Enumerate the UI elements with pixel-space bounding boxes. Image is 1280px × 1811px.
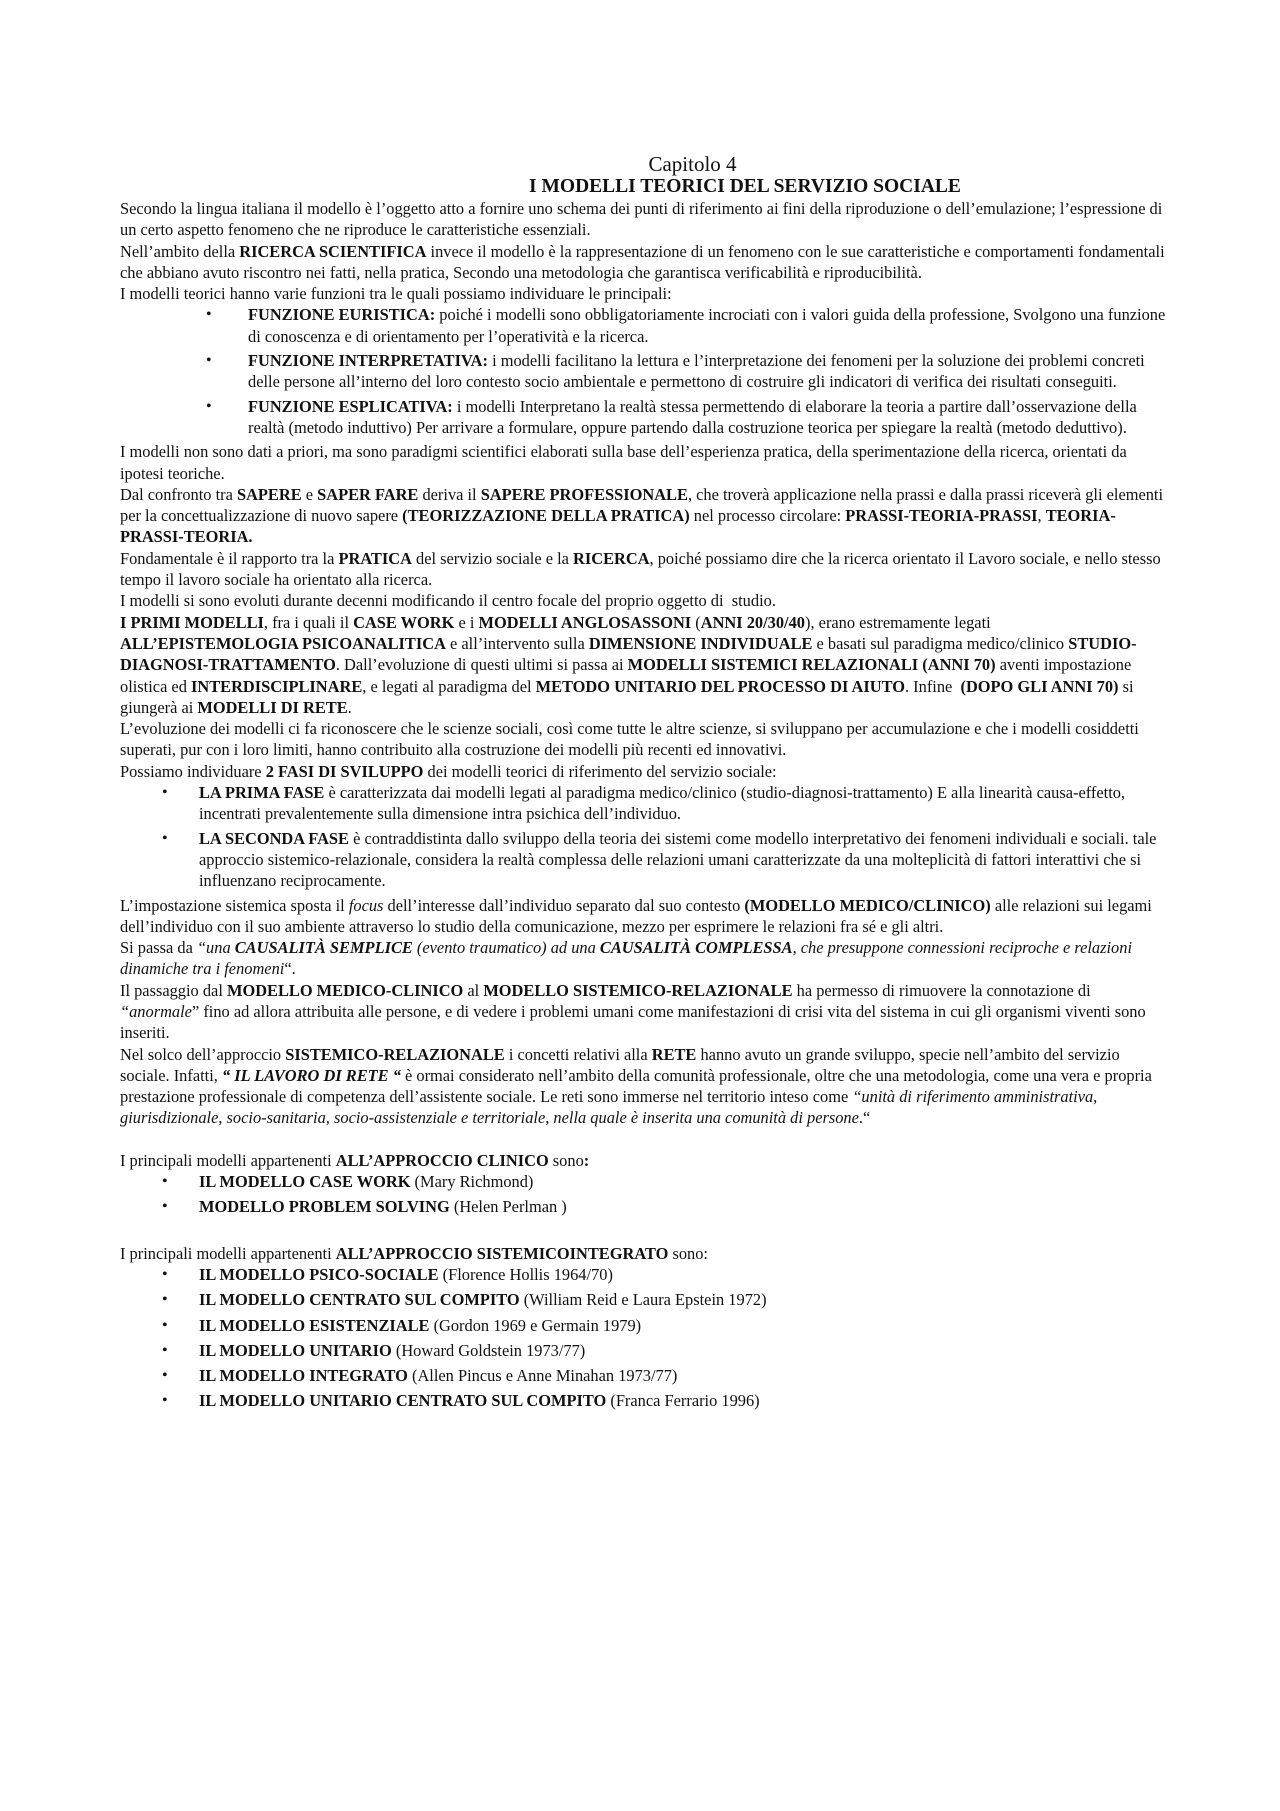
list-item-text: LA SECONDA FASE è contraddistinta dallo sviluppo della teoria dei sistemi come modello interpretativo dei fenomeni individuali e sociali. tale approccio sistemico-relazionale, considera la realtà complessa delle relazioni umani caratterizzate da una molteplicità di fattori interattivi che si influenzano reciprocamente. bbox=[199, 828, 1157, 891]
list-item bbox=[120, 828, 1170, 892]
list-item bbox=[120, 350, 1170, 393]
spacer bbox=[120, 1222, 1170, 1243]
bullet-icon: • bbox=[162, 784, 168, 802]
list-item bbox=[120, 1315, 1170, 1336]
clinical-intro: I principali modelli appartenenti ALL’APPROCCIO CLINICO sono: bbox=[120, 1150, 590, 1170]
bullet-icon: • bbox=[162, 1367, 168, 1385]
list-item-text: FUNZIONE ESPLICATIVA: i modelli Interpretano la realtà stessa permettendo di elaborare la teoria a partire dall’osservazione della realtà (metodo induttivo) Per arrivare a formulare, oppure partendo dalla costruzione teorica per spiegare la realtà (metodo deduttivo). bbox=[248, 396, 1137, 437]
list-item-text: IL MODELLO INTEGRATO (Allen Pincus e Anne Minahan 1973/77) bbox=[199, 1366, 678, 1386]
list-item-text: IL MODELLO CASE WORK (Mary Richmond) bbox=[199, 1172, 534, 1192]
list-item-text: IL MODELLO UNITARIO (Howard Goldstein 1973/77) bbox=[199, 1340, 586, 1360]
list-item-text: IL MODELLO CENTRATO SUL COMPITO (William Reid e Laura Epstein 1972) bbox=[199, 1290, 767, 1310]
phases-list bbox=[120, 782, 1170, 891]
paragraph: Dal confronto tra SAPERE e SAPER FARE deriva il SAPERE PROFESSIONALE, che troverà applicazione nella prassi e dalla prassi riceverà gli elementi per la concettualizzazione di nuovo sapere (TEORIZZAZIONE DELLA PRATICA) nel processo circolare: PRASSI-TEORIA-PRASSI, TEORIA-PRASSI-TEORIA. bbox=[120, 484, 1164, 547]
list-item bbox=[120, 1390, 1170, 1411]
list-item-text: LA PRIMA FASE è caratterizzata dai modelli legati al paradigma medico/clinico (studio-diagnosi-trattamento) E alla linearità causa-effetto, incentrati prevalentemente sulla dimensione intra psichica dell’individuo. bbox=[199, 783, 1126, 824]
clinical-models-list bbox=[120, 1171, 1170, 1218]
paragraph: Il passaggio dal MODELLO MEDICO-CLINICO al MODELLO SISTEMICO-RELAZIONALE ha permesso di rimuovere la connotazione di “anormale” fino ad allora attribuita alle persone, e di vedere i problemi umani come manifestazioni di crisi vita del sistema in cui gli organismi viventi sono inseriti. bbox=[120, 980, 1146, 1043]
list-item-text: MODELLO PROBLEM SOLVING (Helen Perlman ) bbox=[199, 1197, 567, 1217]
list-item-text: IL MODELLO PSICO-SOCIALE (Florence Hollis 1964/70) bbox=[199, 1264, 613, 1284]
paragraph: I modelli teorici hanno varie funzioni tra le quali possiamo individuare le principali: bbox=[120, 284, 672, 304]
list-item bbox=[120, 782, 1170, 825]
paragraph: Secondo la lingua italiana il modello è l’oggetto atto a fornire uno schema dei punti di riferimento ai fini della riproduzione o dell’emulazione; l’espressione di un certo aspetto fenomeno che ne riproduce le caratteristiche essenziali. bbox=[120, 199, 1163, 240]
bullet-icon: • bbox=[162, 829, 168, 847]
paragraph: I PRIMI MODELLI, fra i quali il CASE WORK e i MODELLI ANGLOSASSONI (ANNI 20/30/40), erano estremamente legati ALL’EPISTEMOLOGIA PSICOANALITICA e all’intervento sulla DIMENSIONE INDIVIDUALE e basati sul paradigma medico/clinico STUDIO-DIAGNOSI-TRATTAMENTO. Dall’evoluzione di questi ultimi si passa ai MODELLI SISTEMICI RELAZIONALI (ANNI 70) aventi impostazione olistica ed INTERDISCIPLINARE, e legati al paradigma del METODO UNITARIO DEL PROCESSO DI AIUTO. Infine (DOPO GLI ANNI 70) si giungerà ai MODELLI DI RETE. bbox=[120, 612, 1137, 717]
spacer bbox=[120, 1129, 1170, 1150]
functions-list bbox=[120, 304, 1170, 438]
paragraph: Nell’ambito della RICERCA SCIENTIFICA invece il modello è la rappresentazione di un fenomeno con le sue caratteristiche e comportamenti fondamentali che abbiano avuto riscontro nei fatti, nella pratica, Secondo una metodologia che garantisca verificabilità e riproducibilità. bbox=[120, 241, 1165, 282]
document-page bbox=[120, 152, 1170, 1416]
bullet-icon: • bbox=[162, 1265, 168, 1283]
list-item-text: IL MODELLO UNITARIO CENTRATO SUL COMPITO (Franca Ferrario 1996) bbox=[199, 1391, 760, 1411]
paragraph: Si passa da “una CAUSALITÀ SEMPLICE (evento traumatico) ad una CAUSALITÀ COMPLESSA, che presuppone connessioni reciproche e relazioni dinamiche tra i fenomeni“. bbox=[120, 938, 1132, 979]
list-item-text: FUNZIONE INTERPRETATIVA: i modelli facilitano la lettura e l’interpretazione dei fenomeni per la soluzione dei problemi concreti delle persone all’interno del loro contesto socio ambientale e permettono di costruire gli indicatori di verifica dei risultati conseguiti. bbox=[248, 351, 1145, 392]
list-item bbox=[120, 1264, 1170, 1285]
bullet-icon: • bbox=[162, 1392, 168, 1410]
bullet-icon: • bbox=[162, 1173, 168, 1191]
list-item bbox=[120, 1365, 1170, 1386]
bullet-icon: • bbox=[206, 397, 212, 415]
systemic-models-list bbox=[120, 1264, 1170, 1412]
paragraph: Nel solco dell’approccio SISTEMICO-RELAZIONALE i concetti relativi alla RETE hanno avuto un grande sviluppo, specie nell’ambito del servizio sociale. Infatti, “ IL LAVORO DI RETE “ è ormai considerato nell’ambito della comunità professionale, oltre che una metodologia, come una vera e propria prestazione professionale di competenza dell’assistente sociale. Le reti sono immerse nel territorio inteso come “unità di riferimento amministrativa, giurisdizionale, socio-sanitaria, socio-assistenziale e territoriale, nella quale è inserita una comunità di persone.“ bbox=[120, 1044, 1152, 1128]
paragraph: Possiamo individuare 2 FASI DI SVILUPPO dei modelli teorici di riferimento del servizio sociale: bbox=[120, 761, 777, 781]
bullet-icon: • bbox=[162, 1291, 168, 1309]
paragraph: I modelli non sono dati a priori, ma sono paradigmi scientifici elaborati sulla base dell’esperienza pratica, della sperimentazione della ricerca, orientati da ipotesi teoriche. bbox=[120, 442, 1127, 483]
bullet-icon: • bbox=[162, 1316, 168, 1334]
bullet-icon: • bbox=[162, 1198, 168, 1216]
list-item bbox=[120, 1196, 1170, 1217]
list-item bbox=[120, 1171, 1170, 1192]
systemic-intro: I principali modelli appartenenti ALL’APPROCCIO SISTEMICOINTEGRATO sono: bbox=[120, 1243, 708, 1263]
bullet-icon: • bbox=[206, 306, 212, 324]
chapter-heading: Capitolo 4 bbox=[648, 152, 737, 176]
bullet-icon: • bbox=[162, 1341, 168, 1359]
list-item bbox=[120, 1289, 1170, 1310]
page-title: I MODELLI TEORICI DEL SERVIZIO SOCIALE bbox=[529, 176, 961, 197]
list-item bbox=[120, 1340, 1170, 1361]
paragraph: Fondamentale è il rapporto tra la PRATICA del servizio sociale e la RICERCA, poiché possiamo dire che la ricerca orientato il Lavoro sociale, e nello stesso tempo il lavoro sociale ha orientato alla ricerca. bbox=[120, 548, 1161, 590]
paragraph: L’evoluzione dei modelli ci fa riconoscere che le scienze sociali, così come tutte le altre scienze, si sviluppano per accumulazione e che i modelli cosiddetti superati, pur con i loro limiti, hanno contribuito alla costruzione dei modelli più recenti ed innovativi. bbox=[120, 719, 1139, 760]
list-item-text: IL MODELLO ESISTENZIALE (Gordon 1969 e Germain 1979) bbox=[199, 1315, 642, 1335]
paragraph: I modelli si sono evoluti durante decenni modificando il centro focale del proprio oggetto di studio. bbox=[120, 591, 776, 611]
list-item bbox=[120, 396, 1170, 439]
bullet-icon: • bbox=[206, 352, 212, 370]
list-item bbox=[120, 304, 1170, 347]
list-item-text: FUNZIONE EURISTICA: poiché i modelli sono obbligatoriamente incrociati con i valori guida della professione, Svolgono una funzione di conoscenza e di orientamento per l’operatività e la ricerca. bbox=[248, 305, 1166, 346]
paragraph: L’impostazione sistemica sposta il focus dell’interesse dall’individuo separato dal suo contesto (MODELLO MEDICO/CLINICO) alle relazioni sui legami dell’individuo con il suo ambiente attraverso lo studio della comunicazione, mezzo per esprimere le relazioni fra sé e gli altri. bbox=[120, 895, 1152, 936]
